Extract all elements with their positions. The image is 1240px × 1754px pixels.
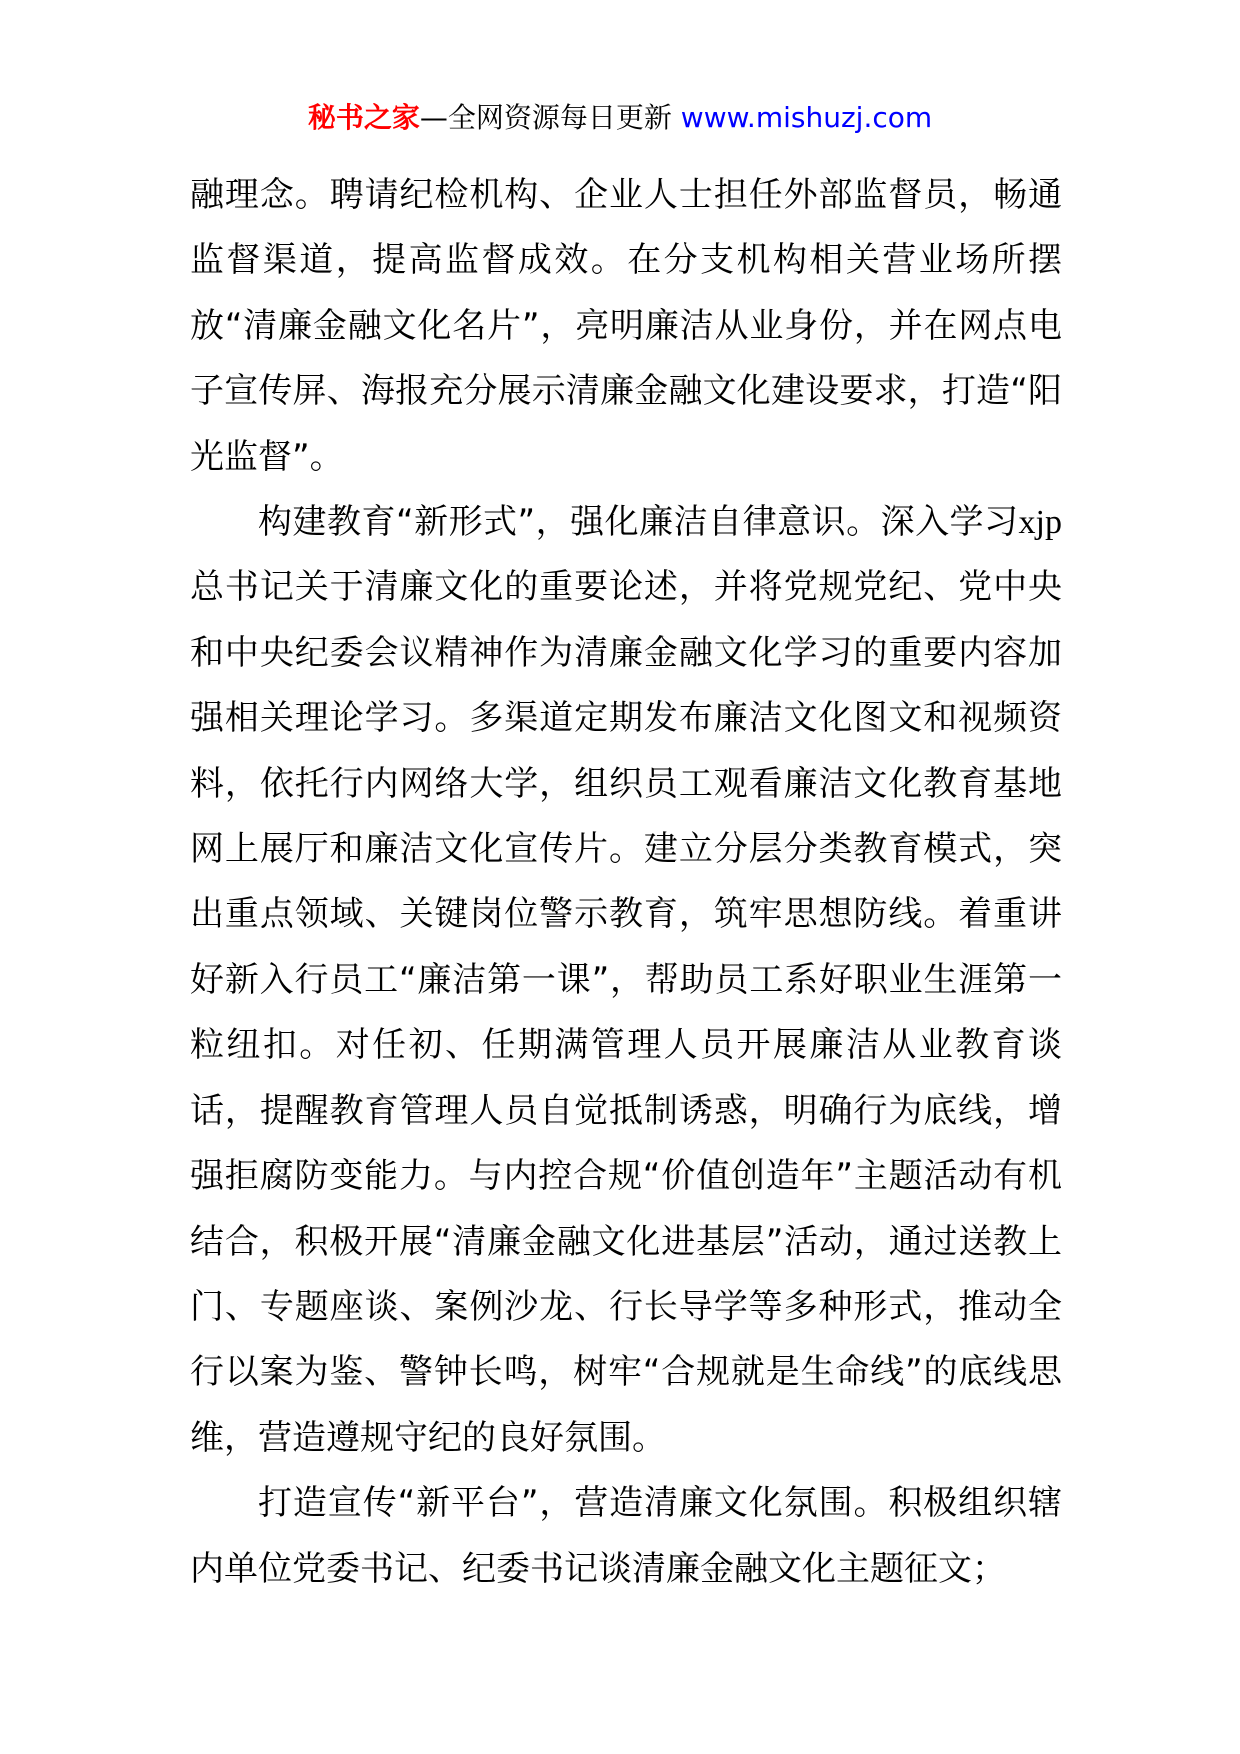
paragraph-2 <box>190 490 1062 1471</box>
header-site-link[interactable]: www.mishuzj.com <box>680 101 933 134</box>
paragraph-2-part-2: 总书记关于清廉文化的重要论述，并将党规党纪、党中央和中央纪委会议精神作为清廉金融文化学习的重要内容加强相关理论学习。多渠道定期发布廉洁文化图文和视频资料，依托行内网络大学，组织员工观看廉洁文化教育基地网上展厅和廉洁文化宣传片。建立分层分类教育模式，突出重点领域、关键岗位警示教育，筑牢思想防线。着重讲好新入行员工“廉洁第一课”，帮助员工系好职业生涯第一粒纽扣。对任初、任期满管理人员开展廉洁从业教育谈话，提醒教育管理人员自觉抵制诱惑，明确行为底线，增强拒腐防变能力。与内控合规“价值创造年”主题活动有机结合，积极开展“清廉金融文化进基层”活动，通过送教上门、专题座谈、案例沙龙、行长导学等多种形式，推动全行以案为鉴、警钟长鸣，树牢“合规就是生命线”的底线思维，营造遵规守纪的良好氛围。 <box>190 567 1062 1458</box>
paragraph-2-part-1: 构建教育“新形式”，强化廉洁自律意识。深入学习 <box>258 502 1019 543</box>
page-header <box>0 100 1240 136</box>
document-body <box>190 163 1062 1602</box>
paragraph-2-latin: xjp <box>1018 504 1062 542</box>
paragraph-3: 打造宣传“新平台”，营造清廉文化氛围。积极组织辖内单位党委书记、纪委书记谈清廉金融文化主题征文； <box>190 1483 1062 1589</box>
header-slogan: —全网资源每日更新 <box>419 101 672 134</box>
paragraph-1: 融理念。聘请纪检机构、企业人士担任外部监督员，畅通监督渠道，提高监督成效。在分支机构相关营业场所摆放“清廉金融文化名片”，亮明廉洁从业身份，并在网点电子宣传屏、海报充分展示清廉金融文化建设要求，打造“阳光监督”。 <box>190 175 1062 477</box>
header-brand: 秘书之家 <box>307 101 420 134</box>
